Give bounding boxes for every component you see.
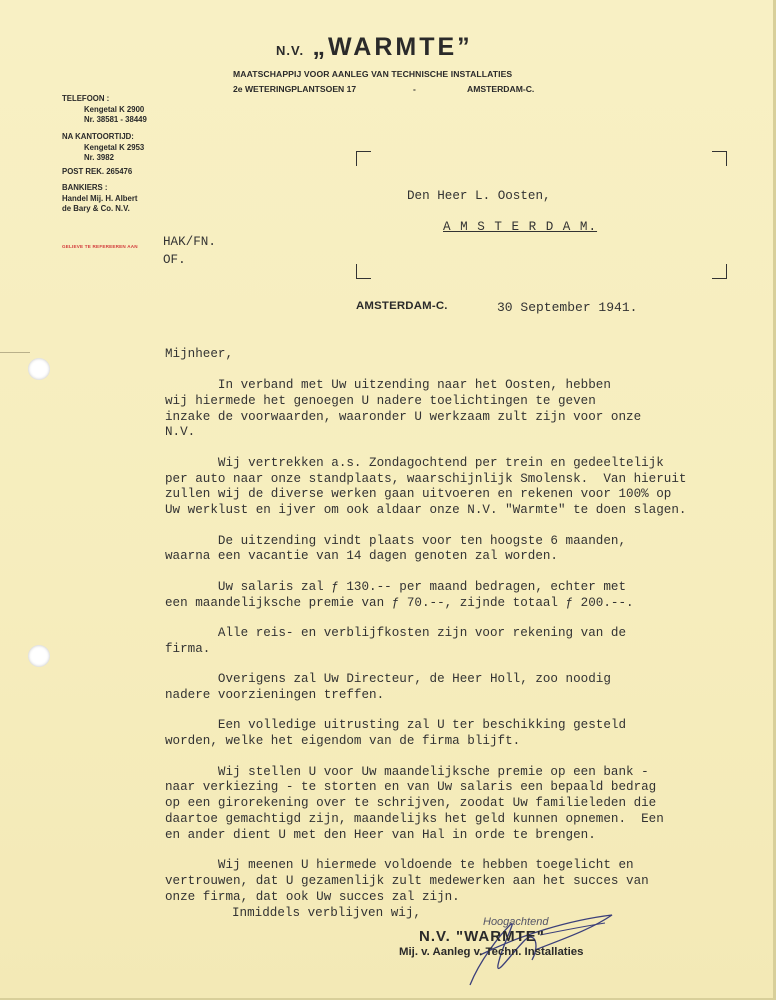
salutation: Mijnheer,	[165, 347, 234, 361]
body-paragraph	[165, 378, 745, 441]
body-paragraph	[165, 456, 745, 519]
signature-company: N.V. "WARMTE"	[419, 928, 545, 945]
body-line: wij hiermede het genoegen U nadere toelichtingen te geven	[165, 393, 596, 408]
telefoon-line-2: Nr. 38581 - 38449	[84, 115, 147, 124]
dateline-date: 30 September 1941.	[497, 300, 638, 315]
body-line: onze firma, dat ook Uw succes zal zijn.	[165, 889, 460, 904]
punch-hole-bottom	[28, 645, 50, 667]
reference-code	[163, 233, 216, 269]
body-line: In verband met Uw uitzending naar het Oosten, hebben	[165, 378, 611, 392]
company-street: 2e WETERINGPLANTSOEN 17	[233, 84, 357, 94]
bankiers-label: BANKIERS :	[62, 183, 108, 192]
body-line: op een girorekening over te schrijven, zoodat Uw familieleden die	[165, 796, 657, 811]
body-line: een maandelijksche premie van ƒ 70.--, zijnde totaal ƒ 200.--.	[165, 595, 634, 610]
company-subtitle: MAATSCHAPPIJ VOOR AANLEG VAN TECHNISCHE INSTALLATIES	[233, 69, 513, 79]
na-kantoortijd-line-2: Nr. 3982	[84, 153, 114, 162]
body-line: nadere voorzieningen treffen.	[165, 687, 385, 702]
reference-line-1: HAK/FN.	[163, 235, 216, 249]
telefoon-line-1: Kengetal K 2900	[84, 104, 145, 114]
address-separator: -	[413, 84, 416, 94]
sidebar-bankiers	[62, 183, 138, 215]
addressee-name: Den Heer L. Oosten,	[407, 189, 551, 203]
body-paragraph	[165, 534, 745, 566]
body-line: Alle reis- en verblijfkosten zijn voor rekening van de	[165, 625, 627, 640]
na-kantoortijd-label: NA KANTOORTIJD:	[62, 132, 134, 141]
body-line: Wij meenen U hiermede voldoende te hebben toegelicht en	[165, 858, 634, 873]
body-line: vertrouwen, dat U gezamenlijk zult medewerken aan het succes van	[165, 873, 649, 888]
reference-note: GELIEVE TE REFEREEREN AAN	[62, 244, 138, 249]
closing-line: Inmiddels verblijven wij,	[232, 906, 421, 920]
body-line: naar verkiezing - te storten en van Uw salaris een bepaald bedrag	[165, 780, 657, 795]
body-line: daartoe gemachtigd zijn, maandelijks het geld kunnen opnemen. Een	[165, 811, 664, 826]
body-line: per auto naar onze standplaats, waarschijnlijk Smolensk. Van hieruit	[165, 471, 687, 486]
signature-subtitle: Mij. v. Aanleg v. Techn. Installaties	[399, 946, 584, 958]
body-line: Wij vertrekken a.s. Zondagochtend per trein en gedeeltelijk	[165, 455, 664, 470]
addressee-city: A M S T E R D A M.	[443, 220, 598, 234]
body-paragraph	[165, 718, 745, 750]
reference-line-2: OF.	[163, 253, 186, 267]
address-corner-top-left	[356, 151, 371, 166]
punch-hole-top	[28, 358, 50, 380]
bank-line-1: Handel Mij. H. Albert	[62, 193, 138, 203]
handwritten-greeting: Hoogachtend	[483, 916, 549, 928]
body-paragraph	[165, 580, 745, 612]
body-line: Uw salaris zal ƒ 130.-- per maand bedragen, echter met	[165, 579, 627, 594]
body-line: Uw werklust en ijver om ook aldaar onze N.V. "Warmte" te doen slagen.	[165, 503, 687, 518]
body-line: De uitzending vindt plaats voor ten hoogste 6 maanden,	[165, 533, 627, 548]
bank-line-2: de Bary & Co. N.V.	[62, 204, 130, 213]
body-line: Wij stellen U voor Uw maandelijksche premie op een bank -	[165, 764, 649, 779]
na-kantoortijd-line-1: Kengetal K 2953	[84, 142, 145, 152]
address-corner-bottom-right	[712, 264, 727, 279]
telefoon-label: TELEFOON :	[62, 94, 110, 103]
company-prefix: N.V.	[276, 43, 305, 58]
body-line: worden, welke het eigendom van de firma blijft.	[165, 734, 521, 749]
letter-body	[165, 378, 745, 920]
sidebar-na-kantoortijd	[62, 132, 144, 164]
body-line: zullen wij de diverse werken gaan uitvoeren en rekenen voor 100% op	[165, 487, 672, 502]
body-paragraph	[165, 672, 745, 704]
fold-mark	[0, 352, 30, 353]
body-paragraph	[165, 765, 745, 844]
company-name: „WARMTE”	[312, 33, 473, 61]
body-paragraph	[165, 858, 745, 905]
company-city: AMSTERDAM-C.	[467, 84, 535, 94]
post-rek: POST REK. 265476	[62, 167, 133, 176]
body-line: en ander dient U met den Heer van Hal in orde te brengen.	[165, 827, 596, 842]
body-line: inzake de voorwaarden, waaronder U werkzaam zult zijn voor onze	[165, 409, 642, 424]
body-line: N.V.	[165, 425, 196, 440]
body-paragraph	[165, 626, 745, 658]
company-title	[276, 33, 473, 62]
body-line: Een volledige uitrusting zal U ter beschikking gesteld	[165, 718, 627, 733]
body-line: firma.	[165, 641, 211, 656]
address-corner-bottom-left	[356, 264, 371, 279]
address-corner-top-right	[712, 151, 727, 166]
body-line: Overigens zal Uw Directeur, de Heer Holl, zoo noodig	[165, 672, 611, 687]
dateline-place: AMSTERDAM-C.	[356, 300, 448, 312]
sidebar-telefoon	[62, 94, 147, 126]
body-line: waarna een vacantie van 14 dagen genoten zal worden.	[165, 549, 558, 564]
